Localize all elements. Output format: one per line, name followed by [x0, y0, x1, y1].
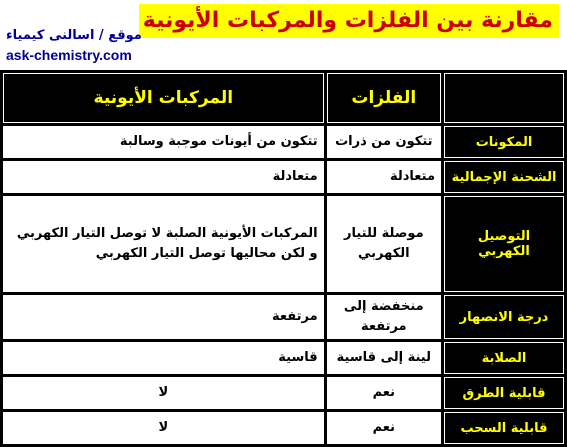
row-label: درجة الانصهار	[444, 295, 564, 339]
table-row	[3, 161, 564, 193]
ionic-cell: مرتفعة	[3, 295, 324, 339]
site-url[interactable]: ask-chemistry.com	[6, 47, 132, 63]
row-label: قابلية السحب	[444, 412, 564, 444]
page-header	[0, 0, 567, 76]
ionic-cell: لا	[3, 377, 324, 409]
row-label: قابلية الطرق	[444, 377, 564, 409]
row-label: التوصيل الكهربي	[444, 196, 564, 292]
metals-cell: متعادلة	[327, 161, 441, 193]
table-row	[3, 126, 564, 158]
table-row	[3, 196, 564, 292]
row-label: الشحنة الإجمالية	[444, 161, 564, 193]
ionic-cell: تتكون من أيونات موجبة وسالبة	[3, 126, 324, 158]
metals-cell: لينة إلى قاسية	[327, 342, 441, 374]
header-ionic: المركبات الأيونية	[3, 73, 324, 123]
metals-cell: منخفضة إلى مرتفعة	[327, 295, 441, 339]
table-row	[3, 377, 564, 409]
row-label: المكونات	[444, 126, 564, 158]
header-corner-cell	[444, 73, 564, 123]
metals-cell: نعم	[327, 377, 441, 409]
row-label: الصلابة	[444, 342, 564, 374]
ionic-cell: لا	[3, 412, 324, 444]
site-label: موقع / اسالنى كيمياء	[6, 28, 142, 43]
table-header-row	[3, 73, 564, 123]
comparison-table-wrapper	[0, 70, 567, 436]
table-row	[3, 412, 564, 444]
ionic-cell: المركبات الأيونية الصلبة لا توصل التيار الكهربي و لكن محاليها توصل التيار الكهربي	[3, 196, 324, 292]
metals-cell: نعم	[327, 412, 441, 444]
table-row	[3, 342, 564, 374]
page-title: مقارنة بين الفلزات والمركبات الأيونية	[139, 4, 559, 38]
header-metals: الفلزات	[327, 73, 441, 123]
metals-cell: موصلة للتيار الكهربي	[327, 196, 441, 292]
ionic-cell: قاسية	[3, 342, 324, 374]
ionic-cell: متعادلة	[3, 161, 324, 193]
table-row	[3, 295, 564, 339]
comparison-table	[0, 70, 567, 447]
metals-cell: تتكون من ذرات	[327, 126, 441, 158]
